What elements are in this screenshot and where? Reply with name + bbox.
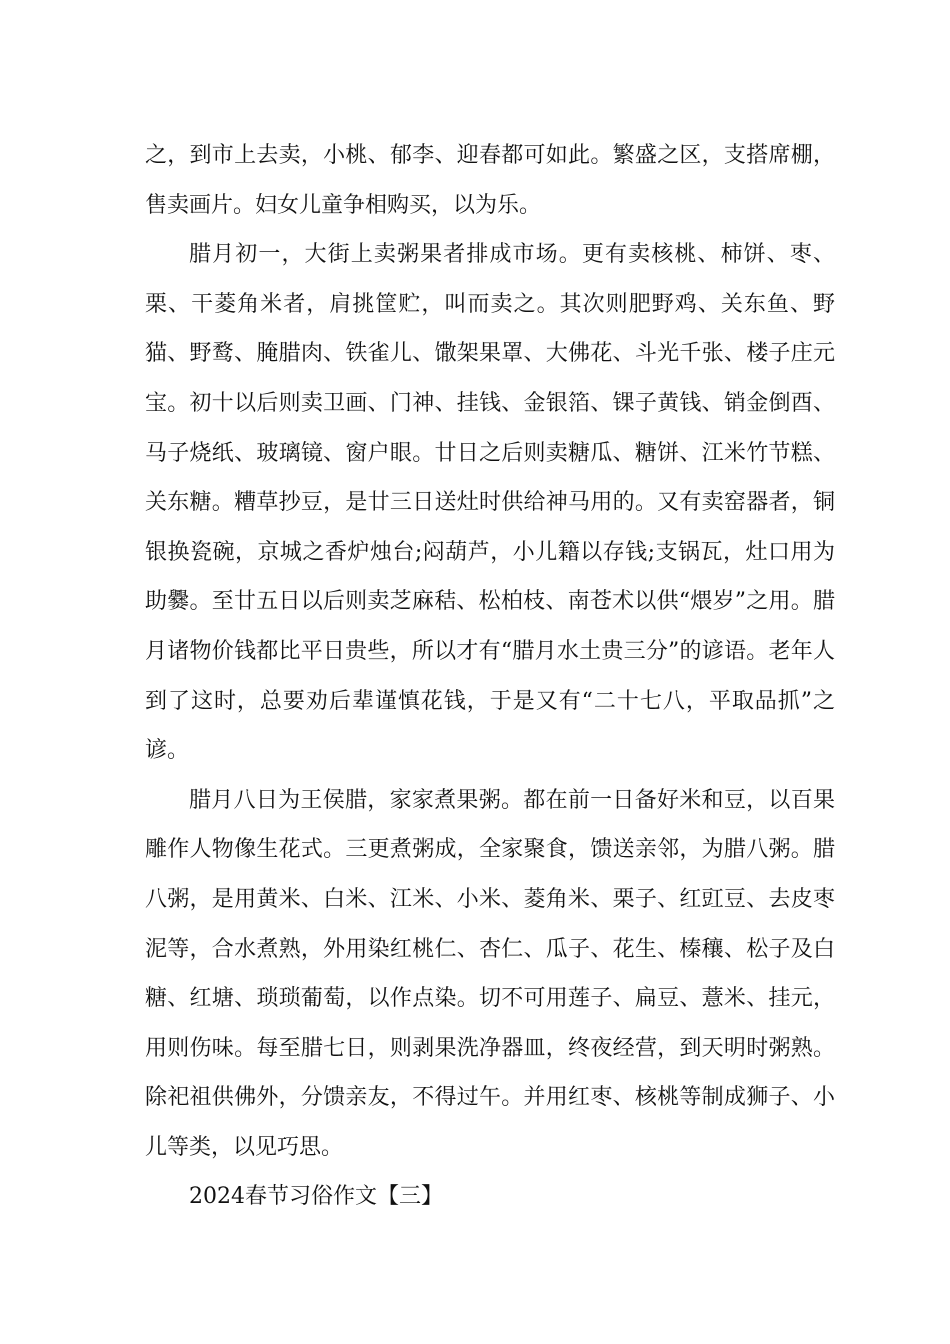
document-body xyxy=(145,131,835,1222)
section-heading: 2024春节习俗作文【三】 xyxy=(189,1184,443,1210)
paragraph-continuation: 之，到市上去卖，小桃、郁李、迎春都可如此。繁盛之区，支搭席棚，售卖画片。妇女儿童争相购买，以为乐。 xyxy=(145,143,835,218)
paragraph-twelfth-month-markets: 腊月初一，大街上卖粥果者排成市场。更有卖核桃、柿饼、枣、栗、干菱角米者，肩挑筐贮，叫而卖之。其次则肥野鸡、关东鱼、野猫、野鹜、腌腊肉、铁雀儿、馓架果罩、大佛花、斗光千张、楼子庄元宝。初十以后则卖卫画、门神、挂钱、金银箔、锞子黄钱、销金倒酉、马子烧纸、玻璃镜、窗户眼。廿日之后则卖糖瓜、糖饼、江米竹节糕、关东糖。糟草抄豆，是廿三日送灶时供给神马用的。又有卖窑器者，铜银换瓷碗，京城之香炉烛台;闷葫芦，小儿籍以存钱;支锅瓦，灶口用为助爨。至廿五日以后则卖芝麻秸、松柏枝、南苍术以供“煨岁”之用。腊月诸物价钱都比平日贵些，所以才有“腊月水土贵三分”的谚语。老年人到了这时，总要劝后辈谨慎花钱，于是又有“二十七八，平取品抓”之谚。 xyxy=(145,242,835,764)
paragraph-laba-porridge: 腊月八日为王侯腊，家家煮果粥。都在前一日备好米和豆，以百果雕作人物像生花式。三更煮粥成，全家聚食，馈送亲邻，为腊八粥。腊八粥，是用黄米、白米、江米、小米、菱角米、栗子、红豇豆、去皮枣泥等，合水煮熟，外用染红桃仁、杏仁、瓜子、花生、榛穰、松子及白糖、红塘、琐琐葡萄，以作点染。切不可用莲子、扁豆、薏米、挂元，用则伤味。每至腊七日，则剥果洗净器皿，终夜经营，到天明时粥熟。除祀祖供佛外，分馈亲友，不得过午。并用红枣、核桃等制成狮子、小儿等类，以见巧思。 xyxy=(145,787,835,1160)
